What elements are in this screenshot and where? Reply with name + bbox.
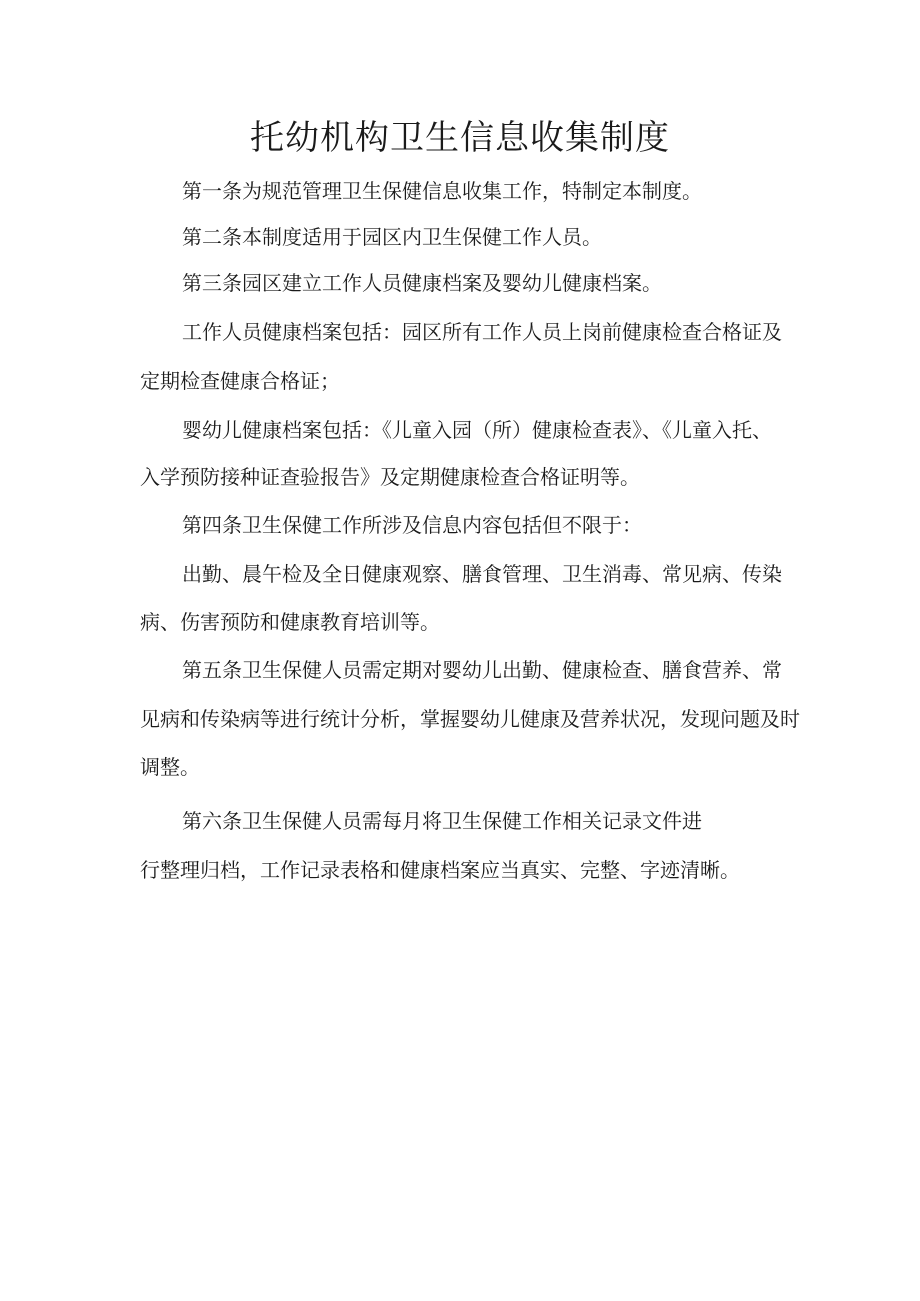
article-4-line-1: 第四条卫生保健工作所涉及信息内容包括但不限于：: [182, 513, 642, 537]
article-6-line-2: 行整理归档，工作记录表格和健康档案应当真实、完整、字迹清晰。: [140, 858, 740, 882]
article-5-line-1: 第五条卫生保健人员需定期对婴幼儿出勤、健康检查、膳食营养、常: [182, 658, 782, 682]
staff-records-line-2: 定期检查健康合格证；: [140, 369, 340, 393]
document-title: 托幼机构卫生信息收集制度: [250, 118, 670, 158]
child-records-line-1: 婴幼儿健康档案包括：《儿童入园（所）健康检查表》、《儿童入托、: [182, 418, 772, 442]
article-5-line-3: 调整。: [140, 755, 200, 779]
child-records-line-2: 入学预防接种证查验报告》及定期健康检查合格证明等。: [140, 465, 640, 489]
info-scope-line-1: 出勤、晨午检及全日健康观察、膳食管理、卫生消毒、常见病、传染: [182, 562, 782, 586]
article-1-line-1: 第一条为规范管理卫生保健信息收集工作，特制定本制度。: [182, 179, 702, 203]
article-6-line-1: 第六条卫生保健人员需每月将卫生保健工作相关记录文件进: [182, 809, 702, 833]
staff-records-line-1: 工作人员健康档案包括：园区所有工作人员上岗前健康检查合格证及: [182, 320, 782, 344]
info-scope-line-2: 病、伤害预防和健康教育培训等。: [140, 610, 440, 634]
article-2-line-1: 第二条本制度适用于园区内卫生保健工作人员。: [182, 225, 602, 249]
article-5-line-2: 见病和传染病等进行统计分析，掌握婴幼儿健康及营养状况，发现问题及时: [140, 707, 800, 731]
article-3-line-1: 第三条园区建立工作人员健康档案及婴幼儿健康档案。: [182, 271, 662, 295]
